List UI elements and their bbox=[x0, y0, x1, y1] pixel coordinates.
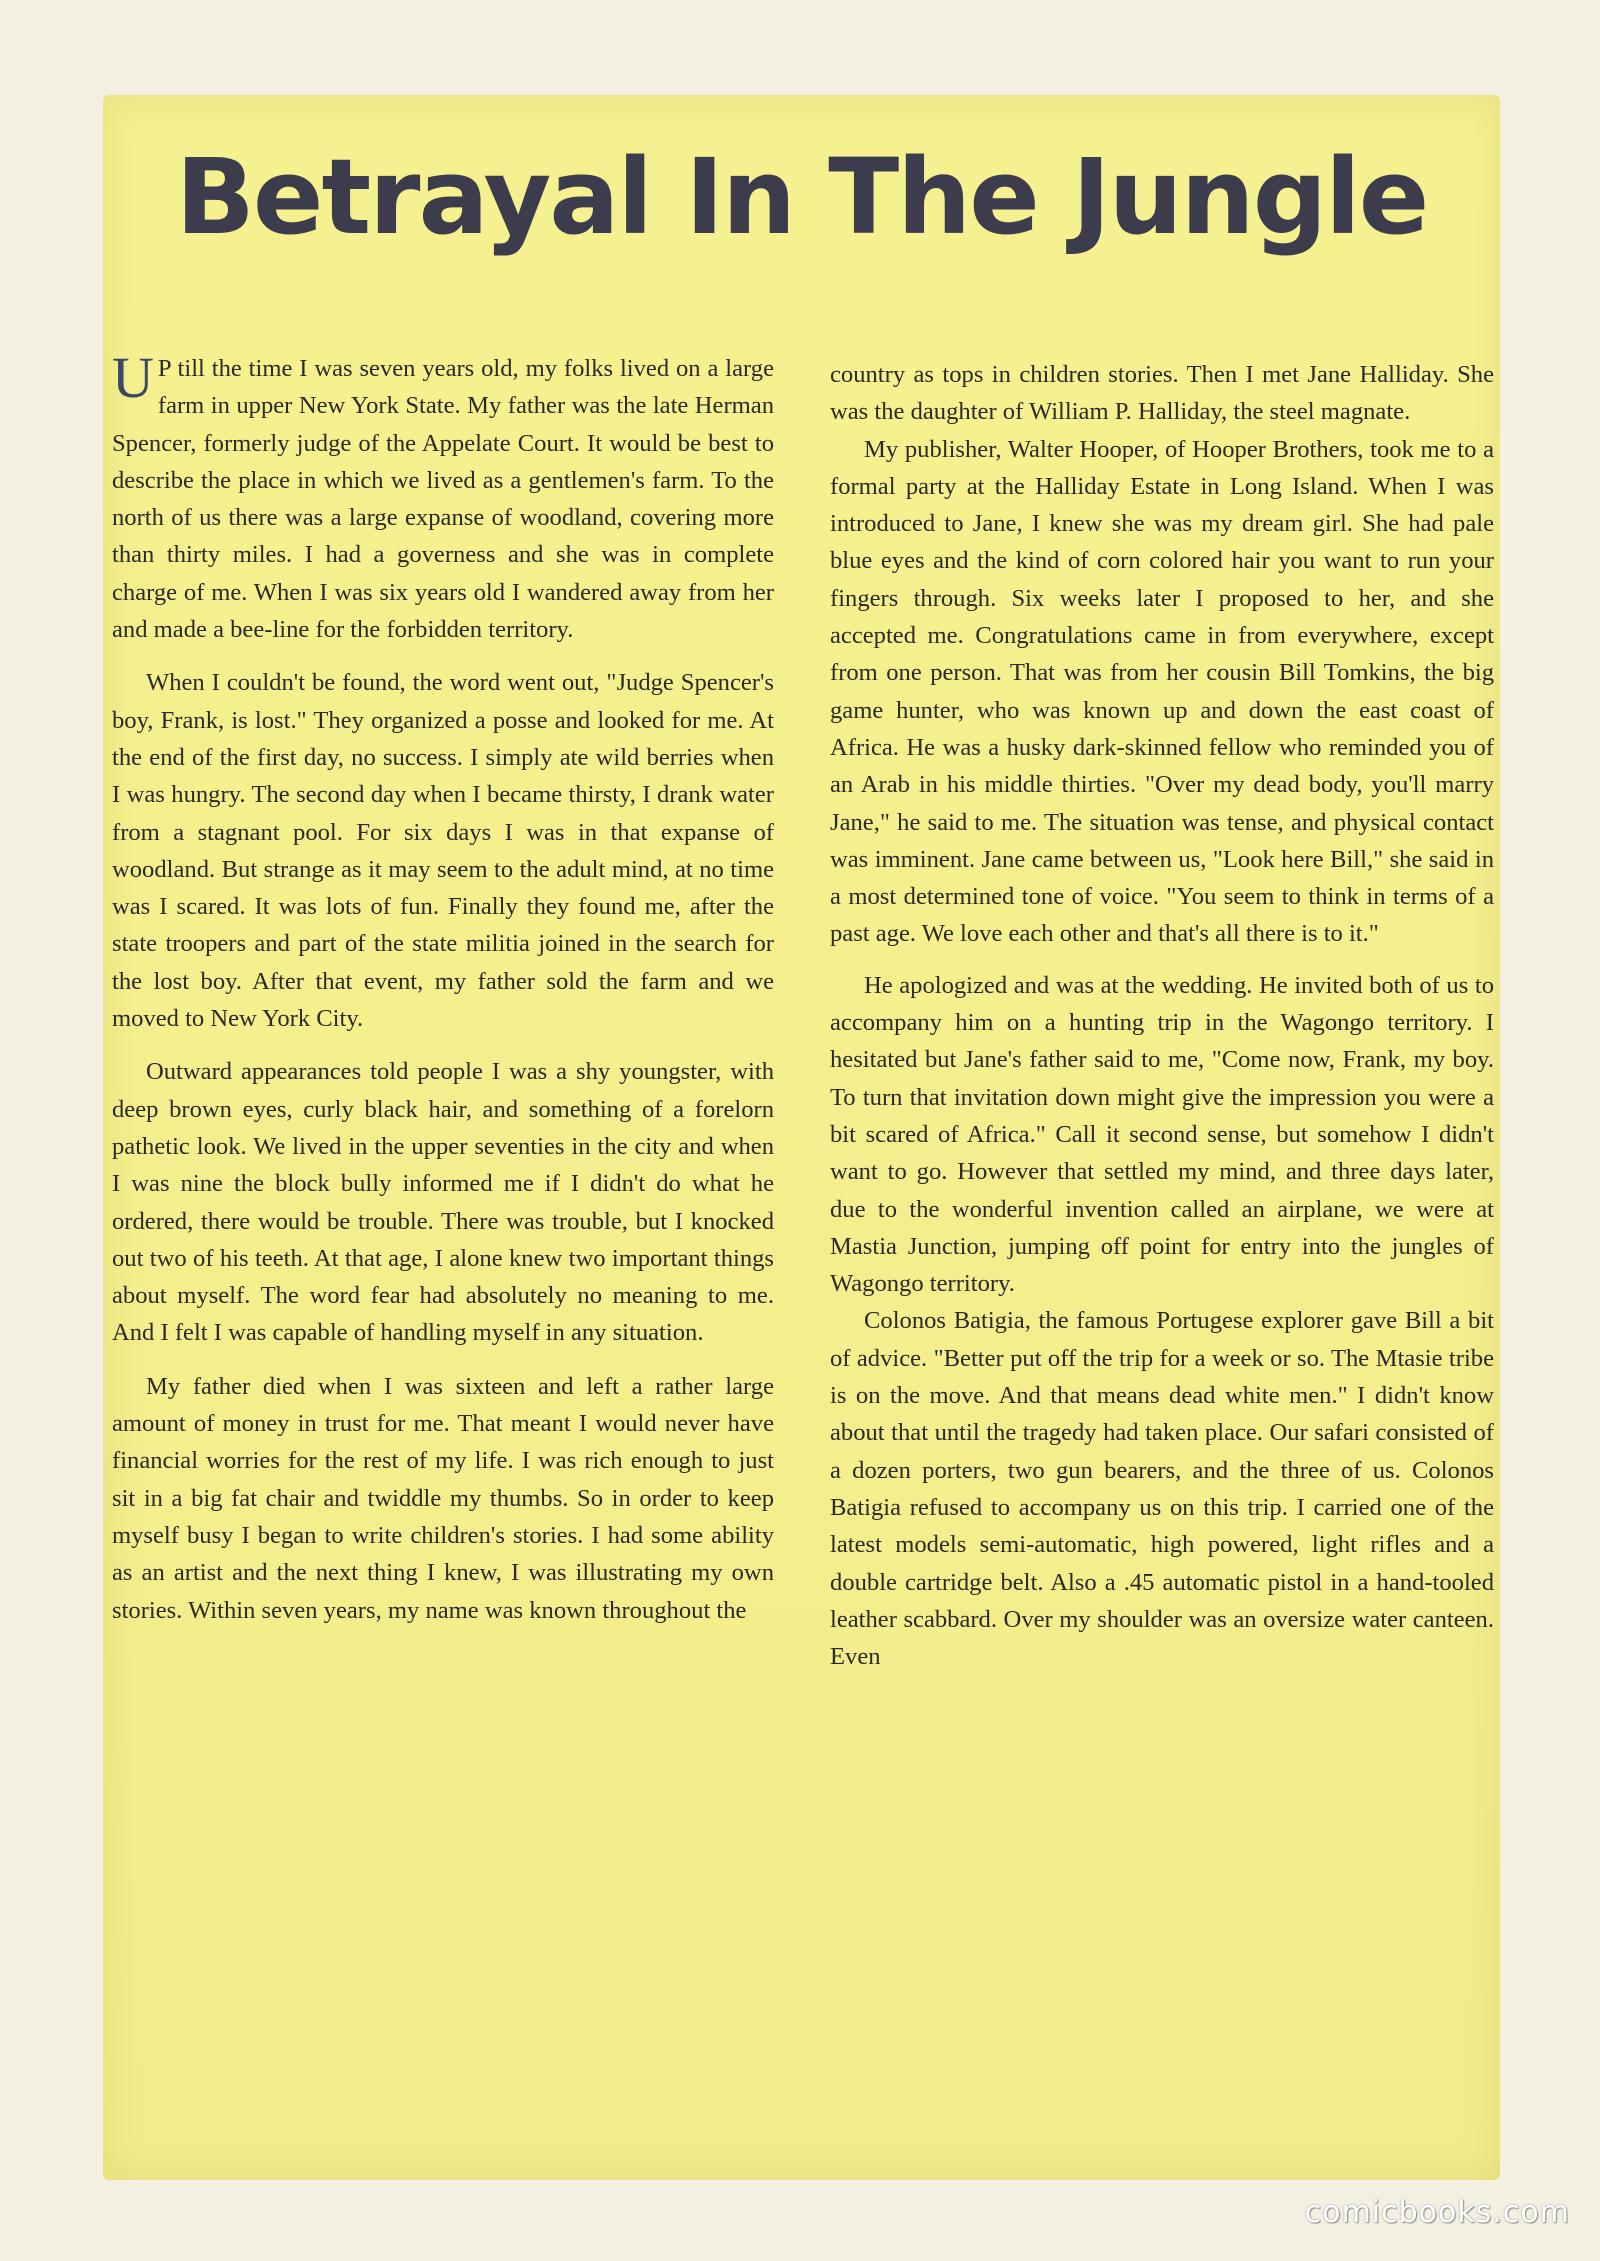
paragraph: He apologized and was at the wedding. He invited both of us to accompany him on a hunting trip in the Wagongo territory. I hesitated but Jane's father said to me, "Come now, Frank, my boy. To turn that invitation down might give the impression you were a bit scared of Africa." Call it second sense, but somehow I didn't want to go. However that settled my mind, and three days later, due to the wonderful invention called an airplane, we were at Mastia Junction, jumping off point for entry into the jungles of Wagongo territory. bbox=[830, 971, 1494, 1298]
left-column bbox=[112, 345, 774, 1645]
paragraph: When I couldn't be found, the word went out, "Judge Spencer's boy, Frank, is lost." They organized a posse and looked for me. At the end of the first day, no success. I simply ate wild berries when I was hungry. The second day when I became thirsty, I drank water from a stagnant pool. For six days I was in that expanse of woodland. But strange as it may seem to the adult mind, at no time was I scared. It was lots of fun. Finally they found me, after the state troopers and part of the state militia joined in the search for the lost boy. After that event, my father sold the farm and we moved to New York City. bbox=[112, 669, 774, 1033]
paragraph-text: P till the time I was seven years old, my folks lived on a large farm in upper New York State. My father was the late Herman Spencer, formerly judge of the Appelate Court. It would be best to describe the place in which we lived as a gentlemen's farm. To the north of us there was a large expanse of woodland, covering more than thirty miles. I had a governess and she was in complete charge of me. When I was six years old I wandered away from her and made a bee-line for the forbidden territory. bbox=[112, 355, 774, 644]
right-column bbox=[830, 356, 1494, 1675]
paragraph: country as tops in children stories. Then I met Jane Halliday. She was the daughter of William P. Halliday, the steel magnate. bbox=[830, 361, 1494, 426]
site-watermark: comicbooks.com bbox=[1304, 2195, 1570, 2230]
paragraph: My publisher, Walter Hooper, of Hooper Brothers, took me to a formal party at the Halliday Estate in Long Island. When I was introduced to Jane, I knew she was my dream girl. She had pale blue eyes and the kind of corn colored hair you want to run your fingers through. Six weeks later I proposed to her, and she accepted me. Congratulations came in from everywhere, except from one person. That was from her cousin Bill Tomkins, the big game hunter, who was known up and down the east coast of Africa. He was a husky dark-skinned fellow who reminded you of an Arab in his middle thirties. "Over my dead body, you'll marry Jane," he said to me. The situation was tense, and physical contact was imminent. Jane came between us, "Look here Bill," she said in a most determined tone of voice. "You seem to think in terms of a past age. We love each other and that's all there is to it." bbox=[830, 435, 1494, 948]
paragraph: Colonos Batigia, the famous Portugese explorer gave Bill a bit of advice. "Better put off the trip for a week or so. The Mtasie tribe is on the move. And that means dead white men." I didn't know about that until the tragedy had taken place. Our safari consisted of a dozen porters, two gun bearers, and the three of us. Colonos Batigia refused to accompany us on this trip. I carried one of the latest models semi-automatic, high powered, light rifles and a double cartridge belt. Also a .45 automatic pistol in a hand-tooled leather scabbard. Over my shoulder was an oversize water canteen. Even bbox=[830, 1307, 1494, 1671]
paragraph: Outward appearances told people I was a shy youngster, with deep brown eyes, curly black hair, and something of a forelorn pathetic look. We lived in the upper seventies in the city and when I was nine the block bully informed me if I didn't do what he ordered, there would be trouble. There was trouble, but I knocked out two of his teeth. At that age, I alone knew two important things about myself. The word fear had absolutely no meaning to me. And I felt I was capable of handling myself in any situation. bbox=[112, 1058, 774, 1347]
drop-cap: U bbox=[112, 345, 154, 410]
paragraph: My father died when I was sixteen and left a rather large amount of money in trust for me. That meant I would never have financial worries for the rest of my life. I was rich enough to just sit in a big fat chair and twiddle my thumbs. So in order to keep myself busy I began to write children's stories. I had some ability as an artist and the next thing I knew, I was illustrating my own stories. Within seven years, my name was known throughout the bbox=[112, 1372, 774, 1624]
paragraph bbox=[112, 345, 774, 648]
story-title: Betrayal In The Jungle bbox=[175, 136, 1428, 258]
